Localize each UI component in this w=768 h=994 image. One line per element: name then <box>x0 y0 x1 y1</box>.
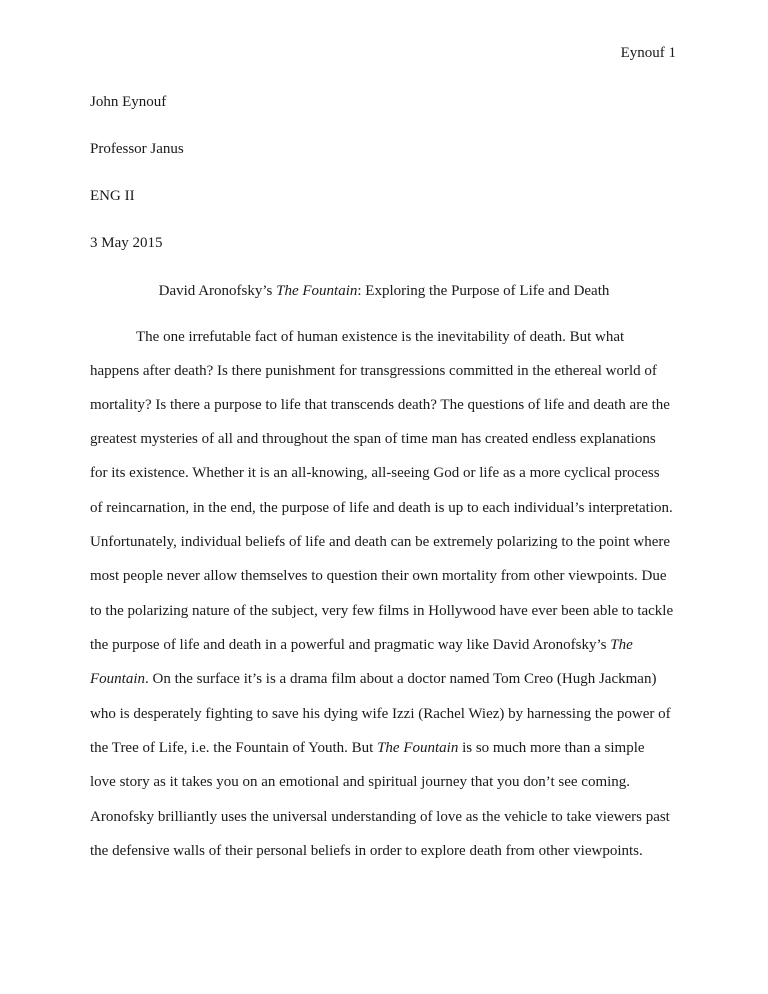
body-line: who is desperately fighting to save his dying wife Izzi (Rachel Wiez) by harnessing the power of <box>90 706 671 722</box>
body-line: the defensive walls of their personal beliefs in order to explore death from other viewpoints. <box>90 843 643 859</box>
film-title-italic: Fountain <box>90 671 145 687</box>
title-prefix: David Aronofsky’s <box>158 283 277 299</box>
body-text: . On the surface it’s is a drama film about a doctor named Tom Creo (Hugh Jackman) <box>145 671 657 687</box>
body-line: Unfortunately, individual beliefs of life and death can be extremely polarizing to the point where <box>90 534 671 550</box>
body-line <box>90 633 633 657</box>
body-text: the purpose of life and death in a powerful and pragmatic way like David Aronofsky’s <box>90 637 611 653</box>
professor-name: Professor Janus <box>90 141 184 157</box>
body-line: for its existence. Whether it is an all-knowing, all-seeing God or life as a more cyclical process <box>90 465 660 481</box>
body-line: happens after death? Is there punishment for transgressions committed in the ethereal world of <box>90 363 657 379</box>
film-title-italic: The Fountain <box>377 740 459 756</box>
body-text: the Tree of Life, i.e. the Fountain of Youth. But <box>90 740 378 756</box>
course-name: ENG II <box>90 188 135 204</box>
body-line: most people never allow themselves to question their own mortality from other viewpoints. Due <box>90 568 667 584</box>
student-name: John Eynouf <box>90 94 167 110</box>
body-line: to the polarizing nature of the subject, very few films in Hollywood have ever been able to tackle <box>90 603 674 619</box>
title-film: The Fountain <box>276 283 358 299</box>
body-line <box>90 736 645 760</box>
title-suffix: : Exploring the Purpose of Life and Death <box>357 283 610 299</box>
body-line: Aronofsky brilliantly uses the universal understanding of love as the vehicle to take viewers past <box>90 809 670 825</box>
running-header <box>621 45 676 62</box>
header-surname: Eynouf <box>620 45 665 61</box>
body-line: love story as it takes you on an emotional and spiritual journey that you don’t see coming. <box>90 774 631 790</box>
body-line: mortality? Is there a purpose to life that transcends death? The questions of life and death are the <box>90 397 670 413</box>
essay-date: 3 May 2015 <box>90 235 163 251</box>
essay-title <box>0 279 768 303</box>
body-line: of reincarnation, in the end, the purpose of life and death is up to each individual’s interpretation. <box>90 500 673 516</box>
body-line <box>90 667 656 691</box>
body-line: greatest mysteries of all and throughout the span of time man has created endless explanations <box>90 431 656 447</box>
film-title-italic: The <box>610 637 633 653</box>
body-line: The one irrefutable fact of human existence is the inevitability of death. But what <box>136 329 625 345</box>
body-text: is so much more than a simple <box>458 740 645 756</box>
header-page-number: 1 <box>668 45 676 61</box>
